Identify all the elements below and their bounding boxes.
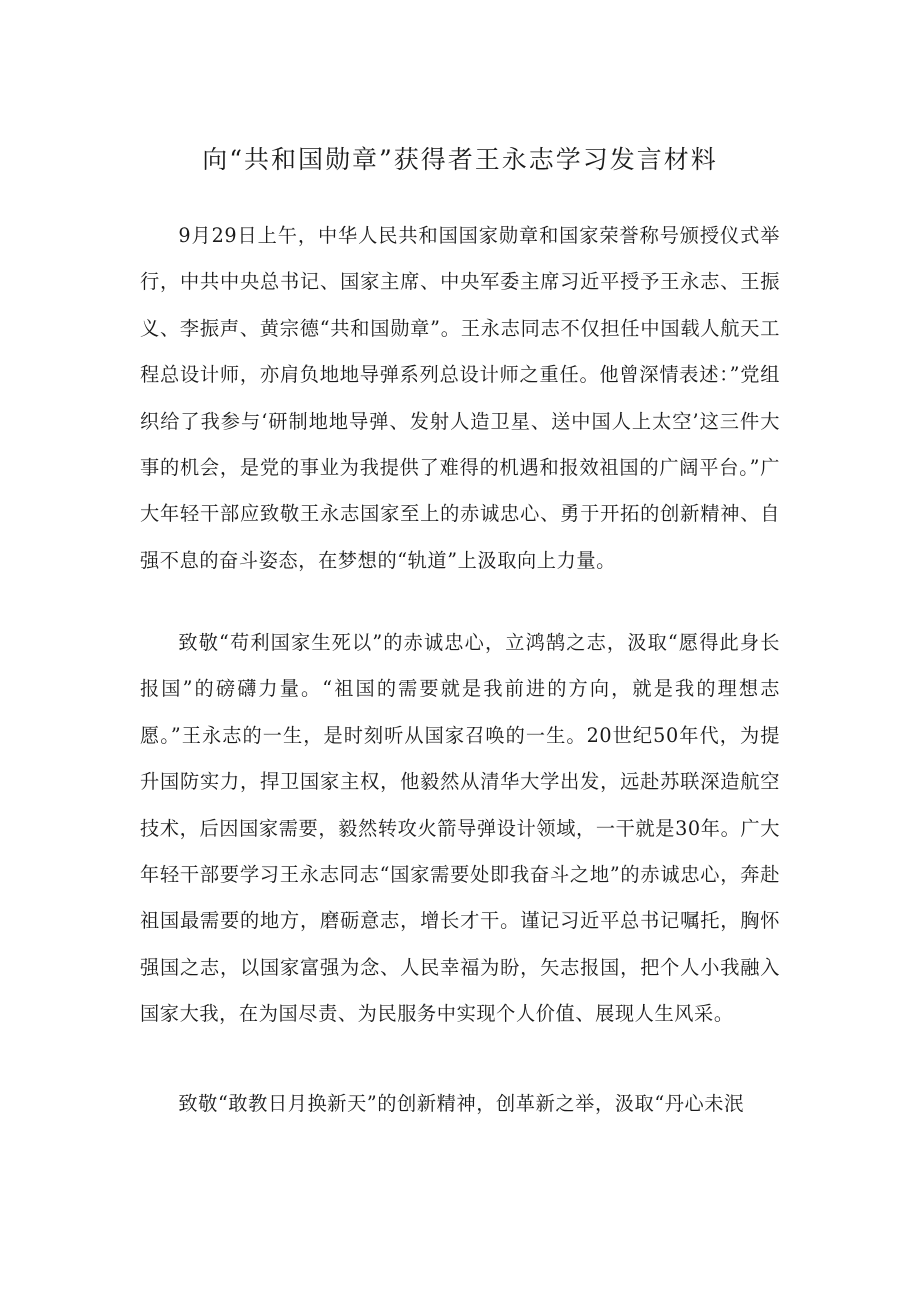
document-title: 向“共和国勋章”获得者王永志学习发言材料 <box>202 145 718 174</box>
paragraph-2: 致敬“苟利国家生死以”的赤诚忠心，立鸿鹄之志，汲取“愿得此身长报国”的磅礴力量。“祖国的需要就是我前进的方向，就是我的理想志愿。”王永志的一生，是时刻听从国家召唤的一生。20世纪50年代，为提升国防实力，捍卫国家主权，他毅然从清华大学出发，远赴苏联深造航空技术，后因国家需要，毅然转攻火箭导弹设计领域，一干就是30年。广大年轻干部要学习王永志同志“国家需要处即我奋斗之地”的赤诚忠心，奔赴祖国最需要的地方，磨砺意志，增长才干。谨记习近平总书记嘱托，胸怀强国之志，以国家富强为念、人民幸福为盼，矢志报国，把个人小我融入国家大我，在为国尽责、为民服务中实现个人价值、展现人生风采。 <box>140 631 780 1026</box>
paragraph-1: 9月29日上午，中华人民共和国国家勋章和国家荣誉称号颁授仪式举行，中共中央总书记、国家主席、中央军委主席习近平授予王永志、王振义、李振声、黄宗德“共和国勋章”。王永志同志不仅担任中国载人航天工程总设计师，亦肩负地地导弹系列总设计师之重任。他曾深情表述：”党组织给了我参与‘研制地地导弹、发射人造卫星、送中国人上太空’这三件大事的机会，是党的事业为我提供了难得的机遇和报效祖国的广阔平台。”广大年轻干部应致敬王永志国家至上的赤诚忠心、勇于开拓的创新精神、自强不息的奋斗姿态，在梦想的“轨道”上汲取向上力量。 <box>140 224 780 572</box>
paragraph-3: 致敬“敢教日月换新天”的创新精神，创革新之举，汲取“丹心未泯 <box>178 1092 744 1115</box>
